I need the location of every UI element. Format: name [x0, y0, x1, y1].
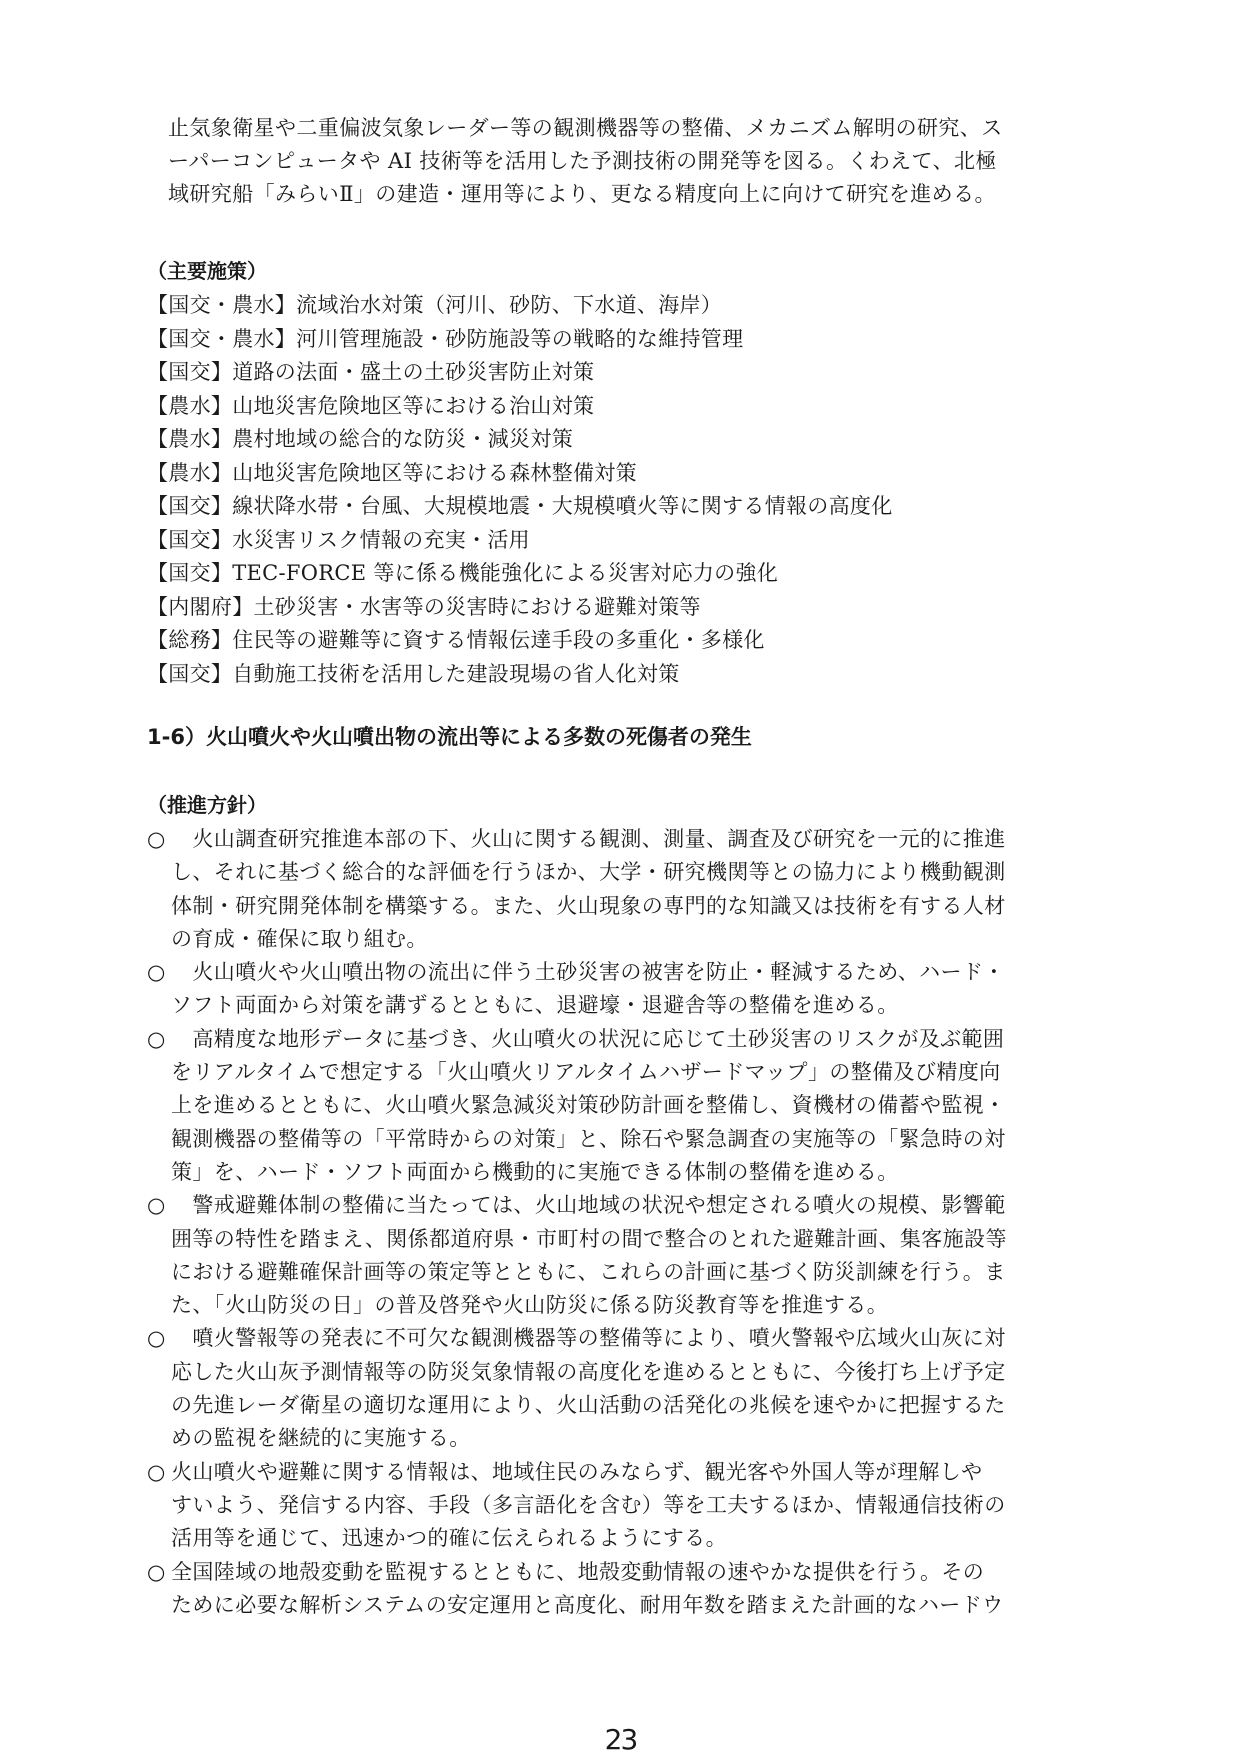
intro-line: 止気象衛星や二重偏波気象レーダー等の観測機器等の整備、メカニズム解明の研究、ス: [168, 116, 1003, 140]
measure-item: 【内閣府】土砂災害・水害等の災害時における避難対策等: [147, 594, 701, 619]
intro-paragraph: [168, 112, 1098, 211]
page-number: 23: [604, 1723, 637, 1756]
measure-item: 【総務】住民等の避難等に資する情報伝達手段の多重化・多様化: [147, 628, 765, 652]
policy-line: すいよう、発信する内容、手段（多言語化を含む）等を工夫するほか、情報通信技術の: [171, 1492, 1006, 1517]
measures-heading: （主要施策）: [147, 259, 267, 283]
policy-line: 観測機器の整備等の「平常時からの対策」と、除石や緊急調査の実施等の「緊急時の対: [171, 1126, 1006, 1151]
policy-item: [147, 1023, 1097, 1189]
policy-line: 応した火山灰予測情報等の防災気象情報の高度化を進めるとともに、今後打ち上げ予定: [171, 1359, 1006, 1384]
measure-item: 【国交】TEC-FORCE 等に係る機能強化による災害対応力の強化: [147, 561, 779, 585]
policy-heading: （推進方針）: [147, 793, 267, 817]
policy-line: における避難確保計画等の策定等とともに、これらの計画に基づく防災訓練を行う。ま: [171, 1259, 1006, 1284]
intro-line: 域研究船「みらいⅡ」の建造・運用等により、更なる精度向上に向けて研究を進める。: [168, 182, 996, 206]
bullet-circle: ○: [147, 960, 166, 985]
policy-item: [147, 956, 1097, 1023]
policy-line: をリアルタイムで想定する「火山噴火リアルタイムハザードマップ」の整備及び精度向: [171, 1060, 1001, 1085]
policy-line: 火山噴火や避難に関する情報は、地域住民のみならず、観光客や外国人等が理解しや: [171, 1459, 983, 1484]
measure-item: 【国交・農水】流域治水対策（河川、砂防、下水道、海岸）: [147, 293, 723, 317]
measure-item: 【農水】農村地域の総合的な防災・減災対策: [147, 427, 573, 451]
section-heading: 1-6）火山噴火や火山噴出物の流出等による多数の死傷者の発生: [147, 725, 752, 749]
policy-line: 全国陸域の地殻変動を監視するとともに、地殻変動情報の速やかな提供を行う。その: [171, 1559, 985, 1584]
policy-line: 火山調査研究推進本部の下、火山に関する観測、測量、調査及び研究を一元的に推進: [171, 827, 1006, 851]
policy-line: 火山噴火や火山噴出物の流出に伴う土砂災害の被害を防止・軽減するため、ハード・: [171, 960, 1005, 985]
policy-item: [147, 1556, 1097, 1623]
bullet-circle: ○: [147, 1459, 166, 1484]
policy-item: [147, 1189, 1097, 1322]
policy-line: 警戒避難体制の整備に当たっては、火山地域の状況や想定される噴火の規模、影響範: [171, 1193, 1006, 1218]
policy-item: [147, 1322, 1097, 1455]
bullet-circle: ○: [147, 1193, 166, 1218]
policy-line: ために必要な解析システムの安定運用と高度化、耐用年数を踏まえた計画的なハードウ: [171, 1592, 1004, 1617]
bullet-circle: ○: [147, 1026, 166, 1051]
policy-line: 上を進めるとともに、火山噴火緊急減災対策砂防計画を整備し、資機材の備蓄や監視・: [171, 1093, 1006, 1118]
policy-item: [147, 1456, 1097, 1556]
policy-line: 高精度な地形データに基づき、火山噴火の状況に応じて土砂災害のリスクが及ぶ範囲: [171, 1026, 1005, 1051]
measure-item: 【農水】山地災害危険地区等における治山対策: [147, 393, 595, 418]
policy-line: ソフト両面から対策を講ずるとともに、退避壕・退避舎等の整備を進める。: [171, 993, 899, 1018]
policy-line: 体制・研究開発体制を構築する。また、火山現象の専門的な知識又は技術を有する人材: [171, 893, 1006, 918]
bullet-circle: ○: [147, 827, 166, 851]
policy-line: 囲等の特性を踏まえ、関係都道府県・市町村の間で整合のとれた避難計画、集客施設等: [171, 1226, 1007, 1251]
measure-item: 【国交】自動施工技術を活用した建設現場の省人化対策: [147, 661, 680, 686]
measure-item: 【国交】道路の法面・盛土の土砂災害防止対策: [147, 360, 595, 384]
measure-item: 【国交】水災害リスク情報の充実・活用: [147, 527, 530, 552]
policy-line: めの監視を継続的に実施する。: [171, 1426, 471, 1451]
policy-line: の育成・確保に取り組む。: [171, 926, 428, 951]
policy-line: し、それに基づく総合的な評価を行うほか、大学・研究機関等との協力により機動観測: [171, 860, 1006, 885]
policy-line: 活用等を通じて、迅速かつ的確に伝えられるようにする。: [171, 1526, 727, 1551]
policy-line: 策」を、ハード・ソフト両面から機動的に実施できる体制の整備を進める。: [171, 1159, 899, 1184]
policy-list: [147, 823, 1097, 1622]
policy-line: た、「火山防災の日」の普及啓発や火山防災に係る防災教育等を推進する。: [171, 1293, 889, 1318]
measure-item: 【国交】線状降水帯・台風、大規模地震・大規模噴火等に関する情報の高度化: [147, 494, 893, 518]
policy-item: [147, 823, 1097, 956]
bullet-circle: ○: [147, 1326, 166, 1351]
measure-item: 【国交・農水】河川管理施設・砂防施設等の戦略的な維持管理: [147, 326, 744, 351]
policy-line: 噴火警報等の発表に不可欠な観測機器等の整備等により、噴火警報や広域火山灰に対: [171, 1326, 1006, 1351]
bullet-circle: ○: [147, 1559, 166, 1584]
policy-line: の先進レーダ衛星の適切な運用により、火山活動の活発化の兆候を速やかに把握するた: [171, 1393, 1006, 1418]
measures-list: [147, 289, 893, 691]
measure-item: 【農水】山地災害危険地区等における森林整備対策: [147, 460, 637, 485]
intro-line: ーパーコンピュータや AI 技術等を活用した予測技術の開発等を図る。くわえて、北極: [168, 149, 997, 173]
